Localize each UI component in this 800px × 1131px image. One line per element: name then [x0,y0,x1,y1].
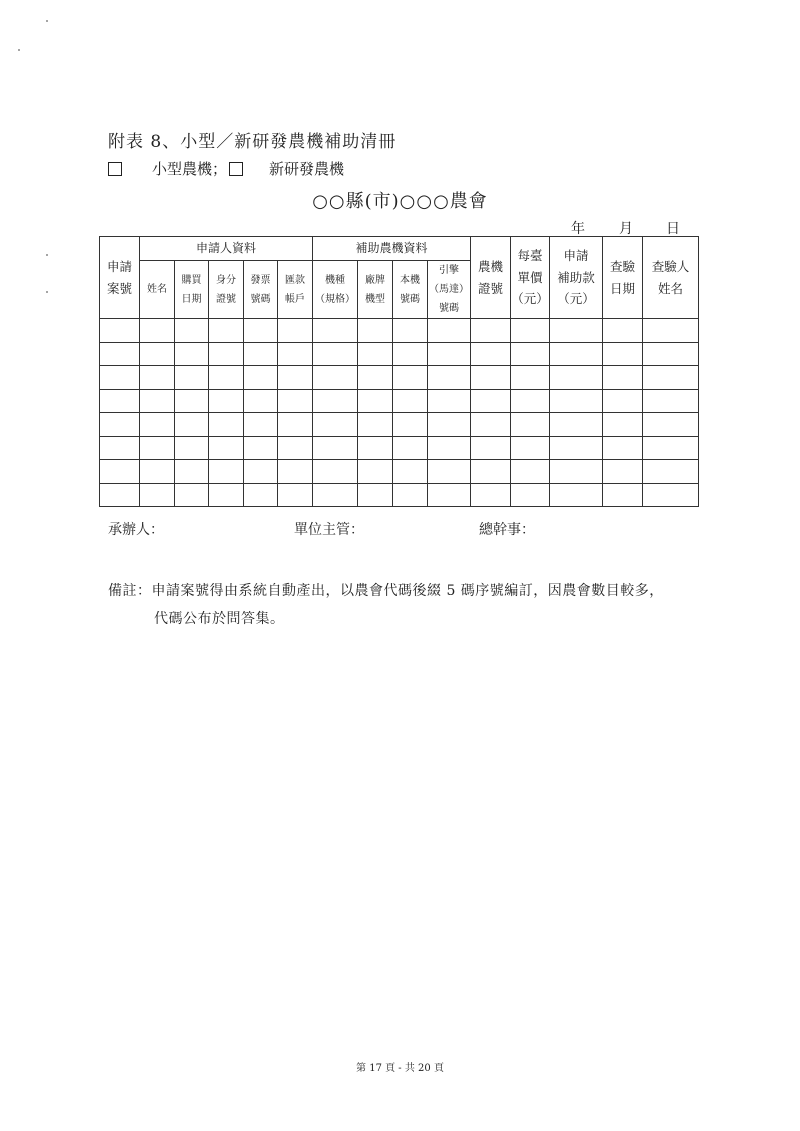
table-cell[interactable] [603,389,643,413]
table-cell[interactable] [244,319,278,343]
subsidy-register-table [99,236,699,507]
table-cell[interactable] [209,483,244,507]
table-cell[interactable] [140,366,175,390]
table-cell[interactable] [393,483,428,507]
table-cell[interactable] [393,413,428,437]
table-cell[interactable] [244,413,278,437]
table-cell[interactable] [358,413,393,437]
scan-speck [18,49,20,51]
table-cell[interactable] [313,460,358,484]
scan-speck [46,291,48,293]
table-cell[interactable] [471,413,511,437]
table-cell[interactable] [140,319,175,343]
table-cell[interactable] [278,413,313,437]
table-row [100,366,699,390]
date-month: 月 [619,221,633,237]
table-cell[interactable] [244,342,278,366]
table-cell[interactable] [393,366,428,390]
table-cell[interactable] [313,366,358,390]
table-cell[interactable] [209,436,244,460]
handler-label: 承辦人： [108,522,164,538]
table-cell[interactable] [643,319,699,343]
scan-speck [46,254,48,256]
table-cell[interactable] [603,366,643,390]
table-cell[interactable] [511,366,550,390]
subheader-serial: 本機 號碼 [393,261,428,319]
table-cell[interactable] [175,460,209,484]
table-row [100,319,699,343]
date-day: 日 [666,221,680,237]
small-machine-label: 小型農機； [152,160,228,178]
association-title: ○○縣(市)○○○農會 [312,191,488,212]
header-inspector-name: 查驗人 姓名 [643,237,699,319]
table-cell[interactable] [175,366,209,390]
table-cell[interactable] [550,483,603,507]
header-case-no: 申請 案號 [100,237,140,319]
table-row [100,436,699,460]
subheader-purchase-date: 購買 日期 [175,261,209,319]
table-cell[interactable] [313,436,358,460]
table-cell[interactable] [100,460,140,484]
table-cell[interactable] [511,389,550,413]
table-cell[interactable] [100,413,140,437]
subheader-account: 匯款 帳戶 [278,261,313,319]
subheader-model: 機種 （規格） [313,261,358,319]
header-inspection-date: 查驗 日期 [603,237,643,319]
new-machine-label: 新研發農機 [269,160,345,178]
table-cell[interactable] [140,389,175,413]
table-cell[interactable] [393,460,428,484]
table-cell[interactable] [358,366,393,390]
table-row [100,413,699,437]
header-applicant-group: 申請人資料 [140,237,313,261]
table-cell[interactable] [603,460,643,484]
table-cell[interactable] [209,366,244,390]
subheader-name: 姓名 [140,261,175,319]
table-row [100,483,699,507]
subheader-brand: 廠牌 機型 [358,261,393,319]
machine-type-options [108,158,344,179]
table-cell[interactable] [209,389,244,413]
table-cell[interactable] [140,436,175,460]
table-body [100,319,699,507]
date-year: 年 [571,221,585,237]
table-cell[interactable] [428,389,471,413]
table-cell[interactable] [643,413,699,437]
page-number: 第 17 頁 - 共 20 頁 [356,1063,444,1074]
table-cell[interactable] [603,413,643,437]
table-cell[interactable] [393,389,428,413]
supervisor-label: 單位主管： [294,522,364,538]
table-row [100,460,699,484]
header-subsidy-amount: 申請 補助款 （元） [550,237,603,319]
table-cell[interactable] [550,436,603,460]
new-machine-checkbox[interactable] [229,162,243,176]
table-cell[interactable] [278,342,313,366]
table-cell[interactable] [313,342,358,366]
table-cell[interactable] [244,483,278,507]
table-cell[interactable] [643,460,699,484]
table-cell[interactable] [313,483,358,507]
table-cell[interactable] [209,413,244,437]
table-cell[interactable] [643,342,699,366]
header-machine-group: 補助農機資料 [313,237,471,261]
table-cell[interactable] [550,389,603,413]
table-cell[interactable] [428,413,471,437]
table-cell[interactable] [244,436,278,460]
note-line-1: 備註：申請案號得由系統自動產出，以農會代碼後綴 5 碼序號編訂，因農會數目較多， [108,583,664,599]
table-cell[interactable] [100,483,140,507]
subheader-id-no: 身分 證號 [209,261,244,319]
table-cell[interactable] [428,483,471,507]
table-cell[interactable] [278,319,313,343]
table-cell[interactable] [358,389,393,413]
table-cell[interactable] [140,342,175,366]
table-cell[interactable] [140,460,175,484]
table-cell[interactable] [471,483,511,507]
table-cell[interactable] [511,483,550,507]
table-cell[interactable] [428,460,471,484]
table-cell[interactable] [100,366,140,390]
table-cell[interactable] [550,366,603,390]
table-cell[interactable] [175,319,209,343]
table-cell[interactable] [393,319,428,343]
table-cell[interactable] [603,483,643,507]
table-cell[interactable] [313,413,358,437]
table-cell[interactable] [428,319,471,343]
table-cell[interactable] [511,342,550,366]
table-cell[interactable] [471,319,511,343]
note-line-2: 代碼公布於問答集。 [154,611,285,627]
subheader-engine-no: 引擎 （馬達） 號碼 [428,261,471,319]
table-cell[interactable] [511,319,550,343]
table-cell[interactable] [428,366,471,390]
header-cert-no: 農機 證號 [471,237,511,319]
table-cell[interactable] [643,366,699,390]
table-cell[interactable] [393,342,428,366]
table-cell[interactable] [278,483,313,507]
table-cell[interactable] [244,460,278,484]
table-cell[interactable] [100,342,140,366]
table-cell[interactable] [209,342,244,366]
table-cell[interactable] [603,319,643,343]
table-cell[interactable] [550,413,603,437]
table-cell[interactable] [550,319,603,343]
table-cell[interactable] [313,389,358,413]
table-cell[interactable] [358,319,393,343]
table-cell[interactable] [358,460,393,484]
table-cell[interactable] [471,389,511,413]
small-machine-checkbox[interactable] [108,162,122,176]
table-cell[interactable] [358,342,393,366]
table-cell[interactable] [358,436,393,460]
table-cell[interactable] [313,319,358,343]
table-cell[interactable] [209,319,244,343]
table-cell[interactable] [643,436,699,460]
table-cell[interactable] [100,319,140,343]
table-row [100,389,699,413]
table-cell[interactable] [511,460,550,484]
table-cell[interactable] [278,389,313,413]
scan-speck [46,20,48,22]
table-cell[interactable] [209,460,244,484]
table-cell[interactable] [175,413,209,437]
table-cell[interactable] [175,389,209,413]
table-cell[interactable] [244,366,278,390]
table-cell[interactable] [550,460,603,484]
table-row [100,342,699,366]
table-cell[interactable] [175,483,209,507]
table-cell[interactable] [358,483,393,507]
table-cell[interactable] [643,483,699,507]
table-cell[interactable] [550,342,603,366]
table-cell[interactable] [471,436,511,460]
table-cell[interactable] [140,483,175,507]
table-cell[interactable] [100,436,140,460]
table-cell[interactable] [471,366,511,390]
table-cell[interactable] [175,342,209,366]
table-cell[interactable] [428,342,471,366]
table-cell[interactable] [100,389,140,413]
table-cell[interactable] [471,342,511,366]
table-cell[interactable] [278,436,313,460]
table-cell[interactable] [428,436,471,460]
form-heading: 附表 8、小型／新研發農機補助清冊 [108,132,397,152]
table-cell[interactable] [511,413,550,437]
table-cell[interactable] [393,436,428,460]
table-cell[interactable] [471,460,511,484]
subheader-invoice-no: 發票 號碼 [244,261,278,319]
table-cell[interactable] [643,389,699,413]
table-cell[interactable] [175,436,209,460]
table-cell[interactable] [278,460,313,484]
director-label: 總幹事： [479,522,535,538]
table-cell[interactable] [140,413,175,437]
table-cell[interactable] [278,366,313,390]
table-cell[interactable] [603,436,643,460]
header-unit-price: 每臺 單價 （元） [511,237,550,319]
table-cell[interactable] [511,436,550,460]
table-cell[interactable] [244,389,278,413]
table-cell[interactable] [603,342,643,366]
